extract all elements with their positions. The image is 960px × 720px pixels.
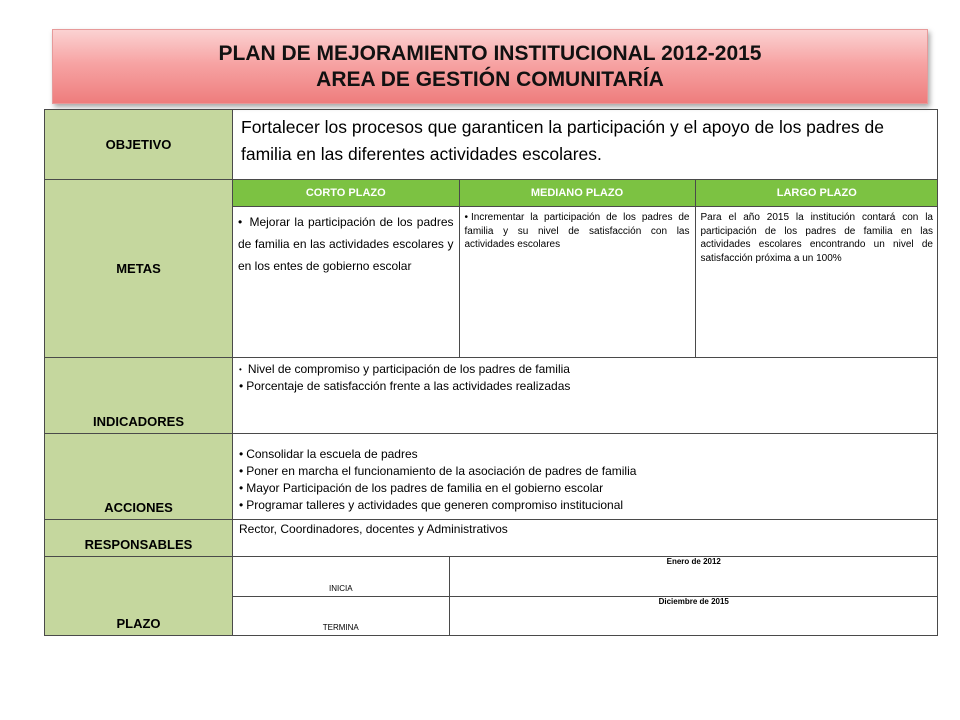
plazo-row xyxy=(45,557,938,636)
objetivo-label: OBJETIVO xyxy=(45,110,233,180)
accion-text: Consolidar la escuela de padres xyxy=(246,447,418,461)
metas-label: METAS xyxy=(45,180,233,358)
meta-largo-text: Para el año 2015 la institución contará con la participación de los padres de familia en las actividades escolares encontrando un nivel de satisfacción próxima a un 100% xyxy=(695,207,938,358)
accion-item xyxy=(239,497,931,514)
accion-text: Programar talleres y actividades que generen compromiso institucional xyxy=(246,498,624,512)
area-subtitle: AREA DE GESTIÓN COMUNITARÍA xyxy=(316,67,664,91)
meta-mediano-text: Incrementar la participación de los padres de familia y su nivel de satisfacción con las actividades escolares xyxy=(464,212,690,250)
inicia-label: INICIA xyxy=(233,557,449,596)
bullet-icon: • xyxy=(464,212,469,223)
inicia-value: Enero de 2012 xyxy=(449,557,938,596)
bullet-icon: • xyxy=(239,498,244,512)
indicador-text: Nivel de compromiso y participación de los padres de familia xyxy=(247,362,570,376)
acciones-row xyxy=(45,434,938,520)
bullet-icon: • xyxy=(239,365,242,374)
plan-table xyxy=(44,109,938,636)
corto-plazo-header: CORTO PLAZO xyxy=(233,180,459,207)
objetivo-row xyxy=(45,110,938,180)
accion-item xyxy=(239,480,931,497)
bullet-icon: • xyxy=(238,215,243,229)
responsables-label: RESPONSABLES xyxy=(45,520,233,557)
indicador-text: Porcentaje de satisfacción frente a las actividades realizadas xyxy=(246,379,571,393)
accion-item xyxy=(239,446,931,463)
indicador-item xyxy=(239,361,931,378)
bullet-icon: • xyxy=(239,464,244,478)
bullet-icon: • xyxy=(239,447,244,461)
meta-corto-text: Mejorar la participación de los padres de familia en las actividades escolares y en los entes de gobierno escolar xyxy=(238,215,454,273)
bullet-icon: • xyxy=(239,481,244,495)
plazo-table xyxy=(233,557,938,635)
indicador-item xyxy=(239,378,931,395)
meta-corto-cell xyxy=(233,207,459,358)
metas-table xyxy=(233,180,938,357)
metas-row xyxy=(45,180,938,358)
responsables-text: Rector, Coordinadores, docentes y Administrativos xyxy=(233,520,938,557)
plan-title-banner xyxy=(52,29,928,104)
accion-text: Mayor Participación de los padres de familia en el gobierno escolar xyxy=(246,481,604,495)
acciones-label: ACCIONES xyxy=(45,434,233,520)
plan-title: PLAN DE MEJORAMIENTO INSTITUCIONAL 2012-2015 xyxy=(218,41,762,65)
largo-plazo-header: LARGO PLAZO xyxy=(695,180,938,207)
indicadores-label: INDICADORES xyxy=(45,358,233,434)
termina-label: TERMINA xyxy=(233,596,449,635)
mediano-plazo-header: MEDIANO PLAZO xyxy=(459,180,695,207)
responsables-row xyxy=(45,520,938,557)
accion-text: Poner en marcha el funcionamiento de la asociación de padres de familia xyxy=(246,464,637,478)
bullet-icon: • xyxy=(239,379,244,393)
termina-value: Diciembre de 2015 xyxy=(449,596,938,635)
accion-item xyxy=(239,463,931,480)
meta-mediano-cell xyxy=(459,207,695,358)
indicadores-row xyxy=(45,358,938,434)
plazo-label: PLAZO xyxy=(45,557,233,636)
objetivo-text: Fortalecer los procesos que garanticen la participación y el apoyo de los padres de familia en las diferentes actividades escolares. xyxy=(233,110,938,180)
